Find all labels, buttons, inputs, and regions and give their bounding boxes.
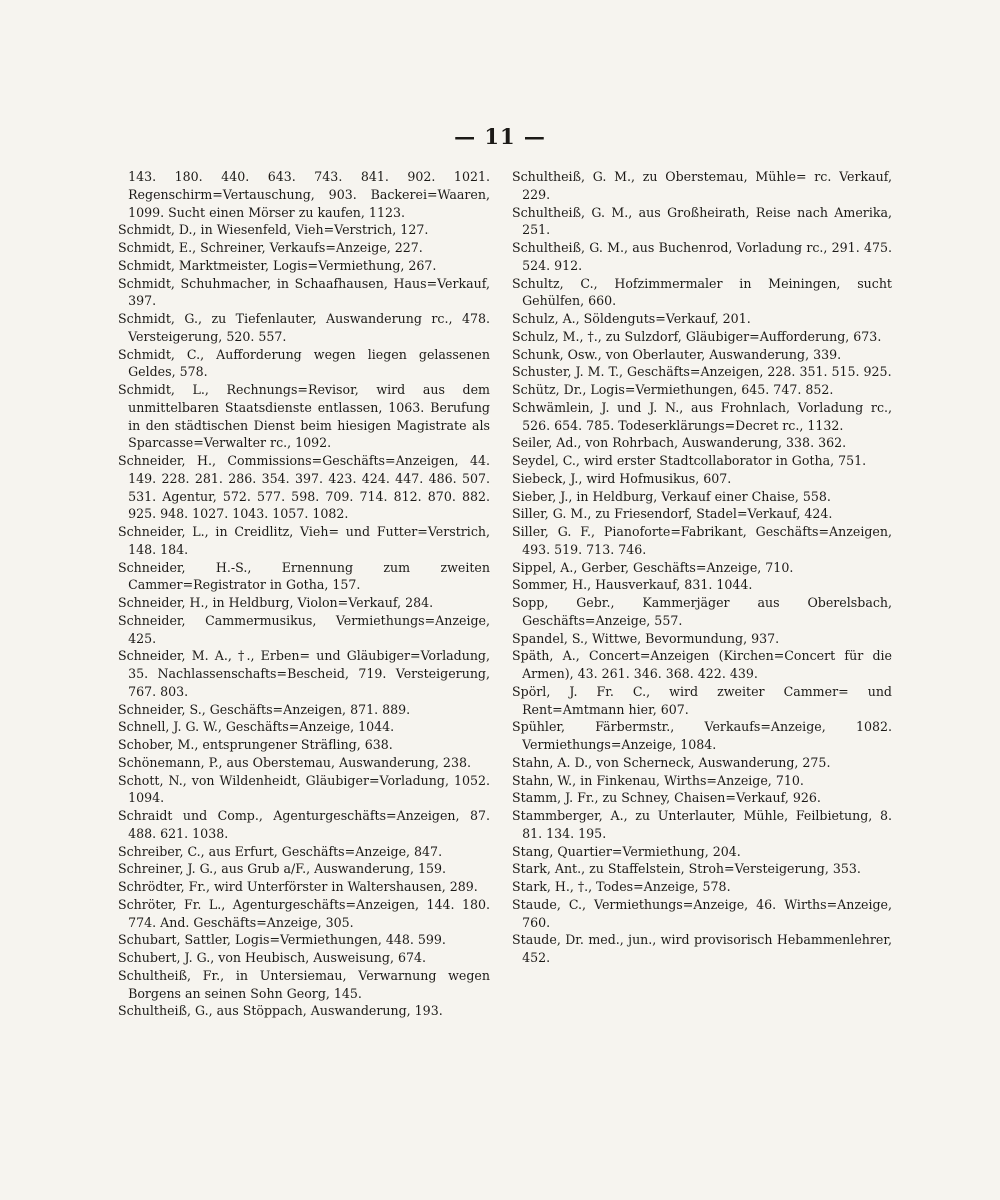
index-entry: Staude, C., Vermiethungs=Anzeige, 46. Wirths=Anzeige, 760. <box>512 896 892 930</box>
index-entry: Spühler, Färbermstr., Verkaufs=Anzeige, 1082. Vermiethungs=Anzeige, 1084. <box>512 719 892 752</box>
index-entry: Schneider, M. A., †., Erben= und Gläubiger=Vorladung, 35. Nachlassenschafts=Bescheid, 719. Versteigerung, 767. 803. <box>118 648 490 699</box>
index-entry: Schunk, Osw., von Oberlauter, Auswanderung, 339. <box>512 346 842 362</box>
index-entry: Schneider, H., Commissions=Geschäfts=Anzeigen, 44. 149. 228. 281. 286. 354. 397. 423. 424. 447. 486. 507. 531. Agentur, 572. 577. 598. 709. 714. 812. 870. 882. 925. 948. 1027. 1043. 1057. 1082. <box>118 453 490 522</box>
index-entry: Schubert, J. G., von Heubisch, Ausweisung, 674. <box>118 950 427 965</box>
index-entry: Schober, M., entsprungener Sträfling, 638. <box>118 737 393 752</box>
index-entry: Schultheiß, G. M., aus Großheirath, Reise nach Amerika, 251. <box>512 204 892 238</box>
index-entry: Stang, Quartier=Vermiethung, 204. <box>512 843 741 859</box>
page-number: — 11 — <box>454 124 546 149</box>
index-entry: Schmidt, Schuhmacher, in Schaafhausen, Haus=Verkauf, 397. <box>118 275 490 309</box>
index-entry: Schrödter, Fr., wird Unterförster in Waltershausen, 289. <box>118 879 478 894</box>
index-entry: 143. 180. 440. 643. 743. 841. 902. 1021. Regenschirm=Vertauschung, 903. Backerei=Waaren, 1099. Sucht einen Mörser zu kaufen, 1123. <box>128 169 490 220</box>
index-entry: Schultheiß, G. M., zu Oberstemau, Mühle= rc. Verkauf, 229. <box>512 169 892 202</box>
index-entry: Schultz, C., Hofzimmermaler in Meiningen, sucht Gehülfen, 660. <box>512 275 892 309</box>
index-entry: Siebeck, J., wird Hofmusikus, 607. <box>512 470 732 486</box>
index-entry: Schröter, Fr. L., Agenturgeschäfts=Anzeigen, 144. 180. 774. And. Geschäfts=Anzeige, 305. <box>118 896 490 930</box>
index-entry: Stamm, J. Fr., zu Schney, Chaisen=Verkauf, 926. <box>512 790 821 806</box>
index-entry: Schönemann, P., aus Oberstemau, Auswanderung, 238. <box>118 754 471 770</box>
index-entry: Schütz, Dr., Logis=Vermiethungen, 645. 747. 852. <box>512 382 834 397</box>
right-column <box>512 168 892 967</box>
index-entry: Schraidt und Comp., Agenturgeschäfts=Anzeigen, 87. 488. 621. 1038. <box>118 808 490 841</box>
index-entry: Schulz, A., Söldenguts=Verkauf, 201. <box>512 311 751 326</box>
index-entry: Schreiner, J. G., aus Grub a/F., Auswanderung, 159. <box>118 861 447 877</box>
index-entry: Schmidt, C., Aufforderung wegen liegen gelassenen Geldes, 578. <box>118 346 490 380</box>
index-entry: Staude, Dr. med., jun., wird provisorisch Hebammenlehrer, 452. <box>512 932 892 965</box>
index-entry: Stark, Ant., zu Staffelstein, Stroh=Versteigerung, 353. <box>512 861 861 877</box>
index-entry: Stahn, A. D., von Scherneck, Auswanderung, 275. <box>512 754 831 770</box>
index-entry: Seiler, Ad., von Rohrbach, Auswanderung, 338. 362. <box>512 435 847 451</box>
index-entry: Schultheiß, G. M., aus Buchenrod, Vorladung rc., 291. 475. 524. 912. <box>512 240 892 273</box>
index-entry: Schreiber, C., aus Erfurt, Geschäfts=Anzeige, 847. <box>118 843 443 859</box>
index-entry: Schwämlein, J. und J. N., aus Frohnlach, Vorladung rc., 526. 654. 785. Todeserklärungs=Decret rc., 1132. <box>512 399 892 433</box>
index-entry: Schneider, S., Geschäfts=Anzeigen, 871. 889. <box>118 701 411 717</box>
index-entry: Schott, N., von Wildenheidt, Gläubiger=Vorladung, 1052. 1094. <box>118 772 490 806</box>
index-entry: Spörl, J. Fr. C., wird zweiter Cammer= und Rent=Amtmann hier, 607. <box>512 683 892 717</box>
index-entry: Schmidt, G., zu Tiefenlauter, Auswanderung rc., 478. Versteigerung, 520. 557. <box>118 311 490 344</box>
index-entry: Schnell, J. G. W., Geschäfts=Anzeige, 1044. <box>118 719 395 735</box>
index-entry: Schultheiß, G., aus Stöppach, Auswanderung, 193. <box>118 1003 443 1019</box>
index-entry: Schneider, H.-S., Ernennung zum zweiten Cammer=Registrator in Gotha, 157. <box>118 559 490 593</box>
index-entry: Siller, G. F., Pianoforte=Fabrikant, Geschäfts=Anzeigen, 493. 519. 713. 746. <box>512 524 892 557</box>
index-entry: Schuster, J. M. T., Geschäfts=Anzeigen, 228. 351. 515. 925. <box>512 364 892 380</box>
index-entry: Sommer, H., Hausverkauf, 831. 1044. <box>512 577 753 593</box>
index-entry: Spandel, S., Wittwe, Bevormundung, 937. <box>512 630 780 646</box>
index-entry: Schneider, H., in Heldburg, Violon=Verkauf, 284. <box>118 595 434 610</box>
index-entry: Schubart, Sattler, Logis=Vermiethungen, 448. 599. <box>118 932 446 948</box>
index-entry: Stahn, W., in Finkenau, Wirths=Anzeige, 710. <box>512 772 804 788</box>
index-entry: Seydel, C., wird erster Stadtcollaborator in Gotha, 751. <box>512 453 867 468</box>
index-entry: Schmidt, D., in Wiesenfeld, Vieh=Verstrich, 127. <box>118 222 429 238</box>
index-entry: Schmidt, L., Rechnungs=Revisor, wird aus dem unmittelbaren Staatsdienste entlassen, 1063. Berufung in den städtischen Dienst beim hiesigen Magistrate als Sparcasse=Verwalter rc., 1092. <box>118 382 490 451</box>
index-entry: Schneider, L., in Creidlitz, Vieh= und Futter=Verstrich, 148. 184. <box>118 524 490 557</box>
index-entry: Schmidt, Marktmeister, Logis=Vermiethung, 267. <box>118 257 437 273</box>
index-entry: Stammberger, A., zu Unterlauter, Mühle, Feilbietung, 8. 81. 134. 195. <box>512 808 892 841</box>
index-entry: Späth, A., Concert=Anzeigen (Kirchen=Concert für die Armen), 43. 261. 346. 368. 422. 439. <box>512 648 892 681</box>
index-entry: Schultheiß, Fr., in Untersiemau, Verwarnung wegen Borgens an seinen Sohn Georg, 145. <box>118 967 490 1001</box>
index-entry: Sieber, J., in Heldburg, Verkauf einer Chaise, 558. <box>512 488 831 504</box>
index-entry: Sippel, A., Gerber, Geschäfts=Anzeige, 710. <box>512 559 794 575</box>
index-entry: Sopp, Gebr., Kammerjäger aus Oberelsbach, Geschäfts=Anzeige, 557. <box>512 595 892 628</box>
index-entry: Schmidt, E., Schreiner, Verkaufs=Anzeige, 227. <box>118 240 423 255</box>
index-entry: Stark, H., †., Todes=Anzeige, 578. <box>512 879 731 894</box>
index-entry: Schneider, Cammermusikus, Vermiethungs=Anzeige, 425. <box>118 612 490 646</box>
left-column <box>118 168 490 1020</box>
index-entry: Schulz, M., †., zu Sulzdorf, Gläubiger=Aufforderung, 673. <box>512 328 882 344</box>
index-entry: Siller, G. M., zu Friesendorf, Stadel=Verkauf, 424. <box>512 506 833 522</box>
